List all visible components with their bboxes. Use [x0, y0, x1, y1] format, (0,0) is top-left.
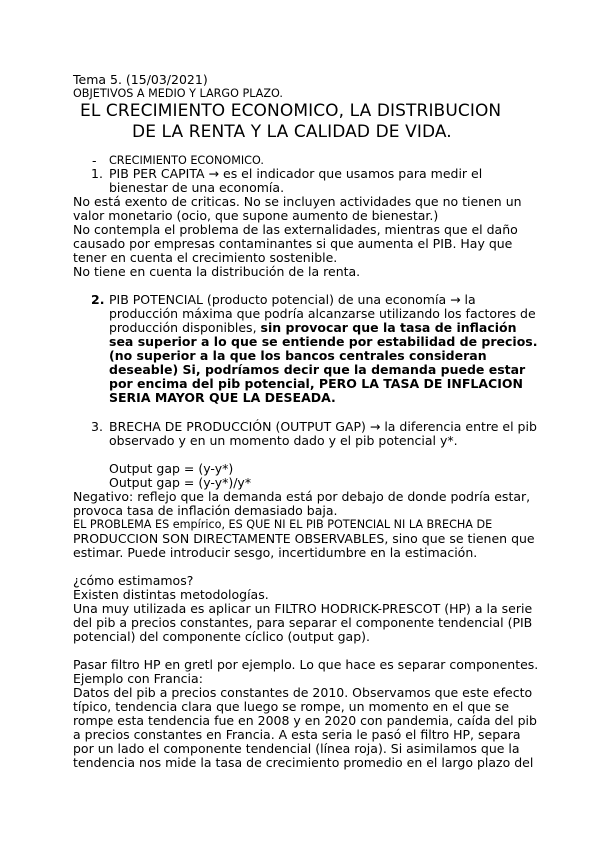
- item1-line: bienestar de una economía.: [109, 180, 285, 195]
- paragraph-line: a precios constantes en Francia. A esta seria le pasó el filtro HP, separa: [73, 727, 521, 742]
- item2-line: [109, 321, 517, 335]
- item2-line-bold: (no superior a la que los bancos centrales consideran: [109, 348, 487, 363]
- item2-line: producción máxima que podría alcanzarse utilizando los factores de: [109, 306, 536, 321]
- item1-line: PIB PER CAPITA → es el indicador que usamos para medir el: [109, 166, 483, 181]
- paragraph-line: por un lado el componente tendencial (línea roja). Si asimilamos que la: [73, 741, 520, 756]
- paragraph-line: estimar. Puede introducir sesgo, incertidumbre en la estimación.: [73, 545, 478, 560]
- header-date: Tema 5. (15/03/2021): [73, 72, 208, 87]
- paragraph-line: del pib a precios constantes, para separar el componente tendencial (PIB: [73, 615, 533, 630]
- bullet-marker: -: [92, 153, 97, 168]
- paragraph-line: No está exento de criticas. No se incluyen actividades que no tienen un: [73, 194, 522, 209]
- paragraph-line: Ejemplo con Francia:: [73, 671, 203, 686]
- paragraph-line: típico, tendencia clara que luego se rompe, un momento en el que se: [73, 699, 510, 714]
- paragraph-line: potencial) del componente cíclico (output gap).: [73, 629, 370, 644]
- paragraph-line: causado por empresas contaminantes si que aumenta el PIB. Hay que: [73, 236, 513, 251]
- paragraph-line: No contempla el problema de las externalidades, mientras que el daño: [73, 222, 518, 237]
- formula: Output gap = (y-y*)/y*: [109, 475, 252, 490]
- document-title-line1: EL CRECIMIENTO ECONOMICO, LA DISTRIBUCION: [80, 101, 502, 121]
- paragraph-line: Existen distintas metodologías.: [73, 587, 269, 602]
- item2-number: 2.: [91, 292, 105, 307]
- item2-line: PIB POTENCIAL (producto potencial) de una economía → la: [109, 292, 476, 307]
- subheader: OBJETIVOS A MEDIO Y LARGO PLAZO.: [73, 87, 283, 100]
- item2-line-bold: sea superior a lo que se entiende por estabilidad de precios.: [109, 334, 538, 349]
- item2-text-bold: sin provocar que la tasa de inflación: [260, 320, 517, 335]
- item2-line-bold: deseable) Si, podríamos decir que la demanda puede estar: [109, 362, 526, 377]
- item3-line: observado y en un momento dado y el pib potencial y*.: [109, 433, 458, 448]
- paragraph-line: Datos del pib a precios constantes de 2010. Observamos que este efecto: [73, 685, 533, 700]
- item3-line: BRECHA DE PRODUCCIÓN (OUTPUT GAP) → la diferencia entre el pib: [109, 419, 537, 434]
- paragraph-line: tendencia nos mide la tasa de crecimiento promedio en el largo plazo del: [73, 755, 534, 770]
- paragraph-line: tener en cuenta el crecimiento sostenible.: [73, 250, 338, 265]
- item3-number: 3.: [91, 419, 103, 434]
- paragraph-line: Una muy utilizada es aplicar un FILTRO HODRICK-PRESCOT (HP) a la serie: [73, 601, 533, 616]
- paragraph-line: rompe esta tendencia fue en 2008 y en 2020 con pandemia, caída del pib: [73, 713, 537, 728]
- paragraph-line: Pasar filtro HP en gretl por ejemplo. Lo que hace es separar componentes.: [73, 657, 539, 672]
- paragraph-line: PRODUCCION SON DIRECTAMENTE OBSERVABLES, sino que se tienen que: [73, 531, 535, 546]
- formula: Output gap = (y-y*): [109, 461, 234, 476]
- paragraph-line: valor monetario (ocio, que supone aumento de bienestar.): [73, 208, 439, 223]
- paragraph-line: provoca tasa de inflación demasiado baja.: [73, 503, 338, 518]
- bullet-text: CRECIMIENTO ECONOMICO.: [109, 154, 264, 167]
- paragraph-line: EL PROBLEMA ES empírico, ES QUE NI EL PIB POTENCIAL NI LA BRECHA DE: [73, 518, 493, 531]
- paragraph-line: Negativo: reflejo que la demanda está por debajo de donde podría estar,: [73, 489, 531, 504]
- paragraph-line: No tiene en cuenta la distribución de la renta.: [73, 264, 361, 279]
- question-line: ¿cómo estimamos?: [73, 573, 194, 588]
- item2-line-bold: por encima del pib potencial, PERO LA TASA DE INFLACION: [109, 376, 523, 391]
- item2-line-bold: SERIA MAYOR QUE LA DESEADA.: [109, 390, 336, 405]
- item1-number: 1.: [91, 166, 103, 181]
- item2-text-normal: producción disponibles,: [109, 320, 261, 335]
- document-title-line2: DE LA RENTA Y LA CALIDAD DE VIDA.: [132, 122, 452, 142]
